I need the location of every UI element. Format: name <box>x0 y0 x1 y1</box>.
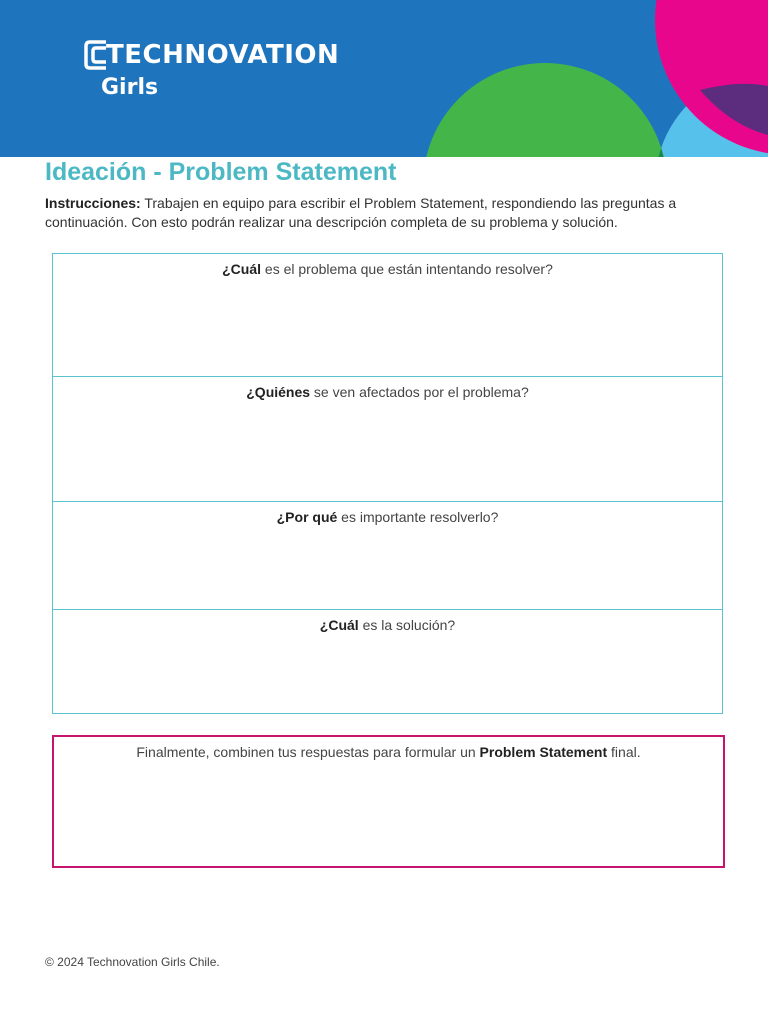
instructions-text: Trabajen en equipo para escribir el Problem Statement, respondiendo las preguntas a continuación. Con esto podrán realizar una descripción completa de su problema y solución. <box>45 195 677 230</box>
final-bold: Problem Statement <box>479 744 608 760</box>
question-box-why[interactable] <box>53 502 722 610</box>
question-bold: ¿Cuál <box>319 617 359 633</box>
question-rest: se ven afectados por el problema? <box>310 384 529 400</box>
header-banner <box>0 0 768 157</box>
final-problem-statement-box[interactable] <box>52 735 725 868</box>
question-box-problem[interactable] <box>53 254 722 377</box>
question-text <box>53 502 722 525</box>
question-rest: es la solución? <box>358 617 456 633</box>
footer-copyright: © 2024 Technovation Girls Chile. <box>45 955 220 969</box>
logo-wordmark <box>86 40 339 70</box>
question-box-solution[interactable] <box>53 610 722 713</box>
question-text <box>53 377 722 400</box>
final-after: final. <box>607 744 641 760</box>
question-bold: ¿Quiénes <box>246 384 311 400</box>
instructions-label: Instrucciones: <box>45 195 141 211</box>
question-bold: ¿Cuál <box>222 261 262 277</box>
final-prompt-text <box>54 737 723 760</box>
question-box-affected[interactable] <box>53 377 722 502</box>
page-title: Ideación - Problem Statement <box>45 158 397 186</box>
question-rest: es importante resolverlo? <box>337 509 499 525</box>
question-text <box>53 254 722 277</box>
question-rest: es el problema que están intentando resolver? <box>261 261 553 277</box>
question-bold: ¿Por qué <box>276 509 338 525</box>
questions-table <box>52 253 723 714</box>
question-text <box>53 610 722 633</box>
logo-subtitle: Girls <box>101 75 159 100</box>
instructions-paragraph <box>45 194 725 232</box>
final-before: Finalmente, combinen tus respuestas para formular un <box>136 744 480 760</box>
logo-word-text: TECHNOVATION <box>106 40 340 70</box>
